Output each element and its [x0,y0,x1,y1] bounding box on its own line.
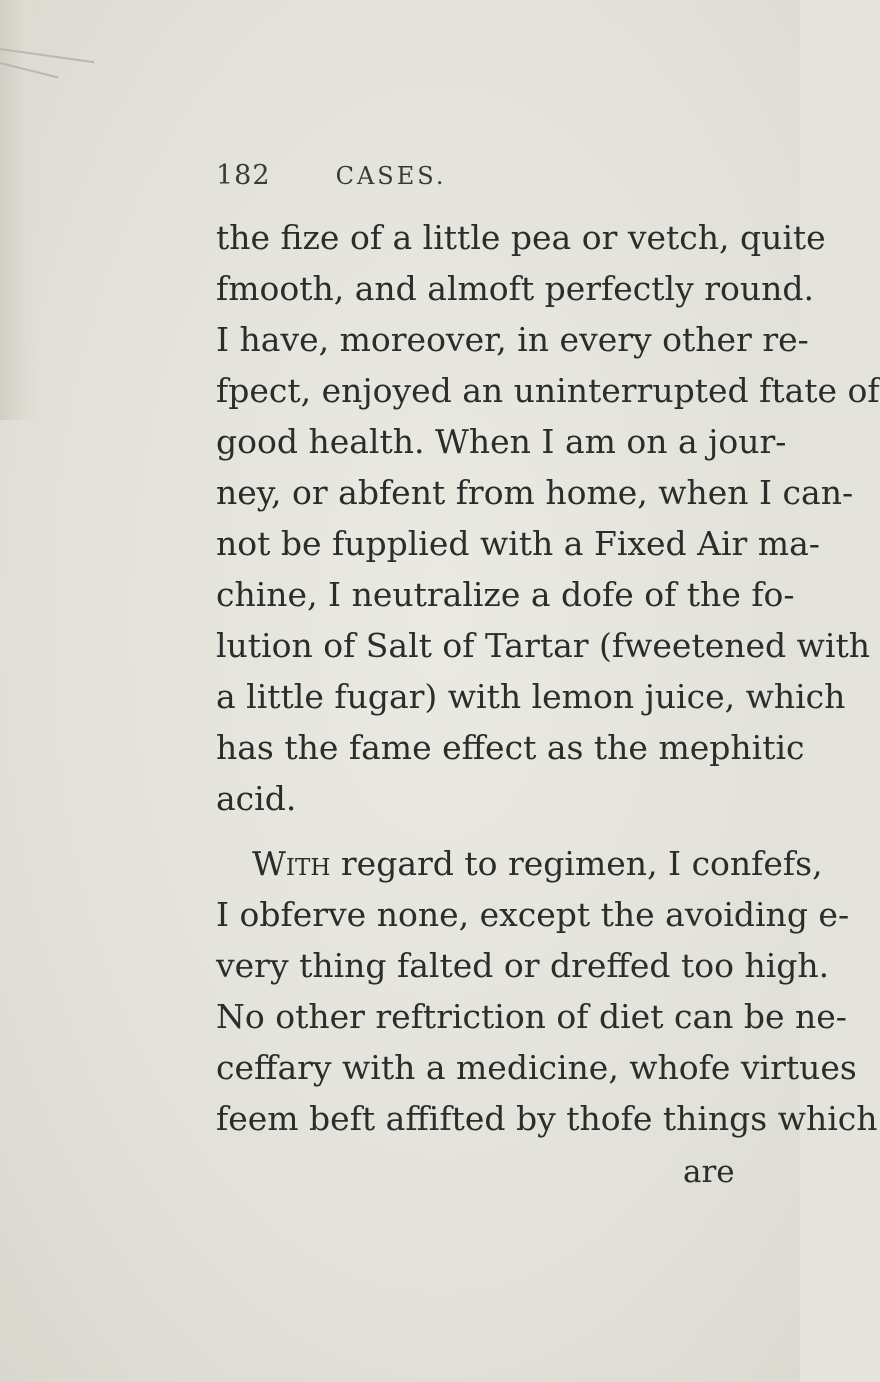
text-line: lution of Salt of Tartar (fweetened with [216,626,870,665]
text-line: a little fugar) with lemon juice, which [216,677,846,716]
text-line: very thing falted or dreffed too high. [216,946,830,985]
text-line: has the fame effect as the mephitic [216,728,805,767]
running-head [216,160,446,191]
small-caps-lead: With [252,844,331,883]
text-line: I have, moreover, in every other re- [216,320,809,359]
text-line: acid. [216,779,297,818]
text-line: ceffary with a medicine, whofe virtues [216,1048,857,1087]
text-line: I obferve none, except the avoiding e- [216,895,850,934]
text-line: good health. When I am on a jour- [216,422,787,461]
running-title: CASES. [335,162,447,190]
catchword: are [683,1154,735,1190]
text-line: ney, or abfent from home, when I can- [216,473,854,512]
opening-line-rest: regard to regimen, I confefs, [330,844,823,883]
text-line: the fize of a little pea or vetch, quite [216,218,826,257]
text-line: No other reftriction of diet can be ne- [216,997,847,1036]
paragraph-opening-line [252,844,823,884]
text-line: feem beft affifted by thofe things which [216,1099,878,1138]
page-number: 182 [216,160,271,191]
text-line: chine, I neutralize a dofe of the fo- [216,575,795,614]
text-line: not be fupplied with a Fixed Air ma- [216,524,820,563]
text-line: fpect, enjoyed an uninterrupted ftate of [216,371,880,410]
text-line: fmooth, and almoft perfectly round. [216,269,814,308]
